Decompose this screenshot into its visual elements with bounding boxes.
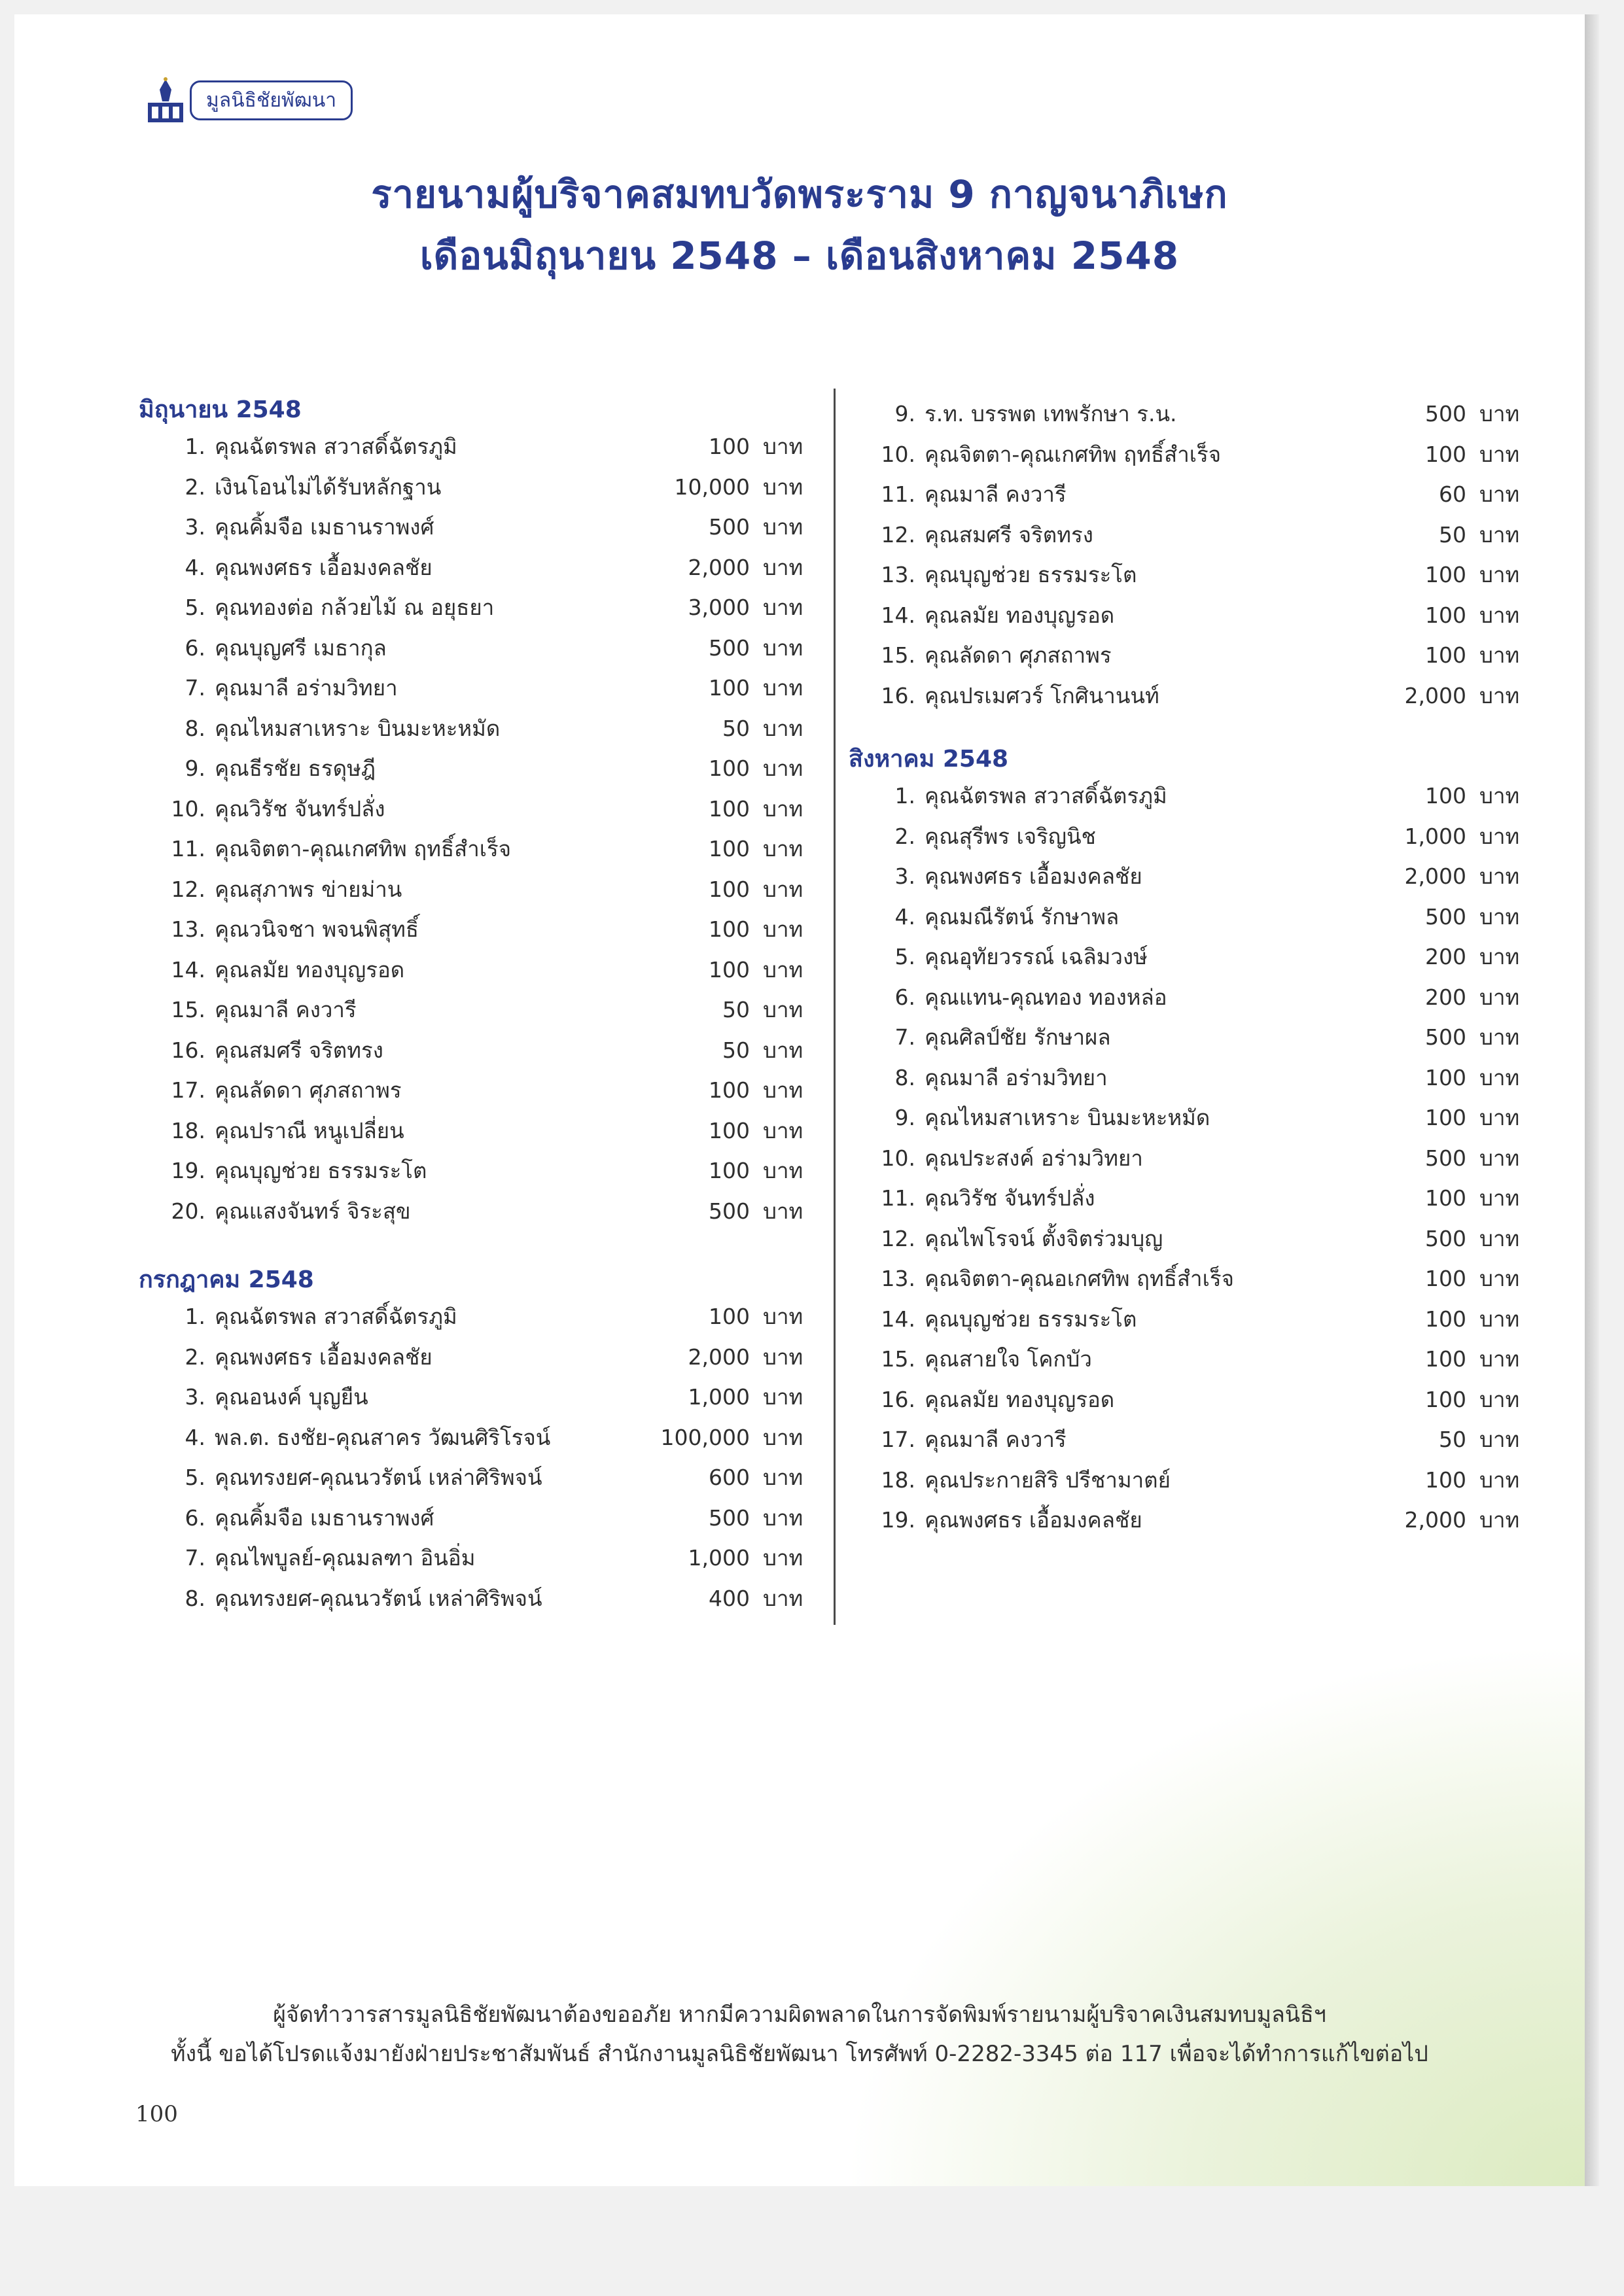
donor-name: คุณทรงยศ-คุณนวรัตน์ เหล่าศิริพจน์ [215,1465,542,1491]
donor-row [849,394,1542,434]
donor-number: 13. [171,916,205,943]
donation-amount: 200 [1425,944,1466,970]
left-column [139,394,826,1651]
donation-amount: 100 [709,434,750,460]
currency-unit: บาท [763,554,803,580]
currency-unit: บาท [1479,521,1520,548]
page-title: รายนามผู้บริจาคสมทบวัดพระราม 9 กาญจนาภิเษก [371,172,1228,217]
donor-row [849,816,1542,857]
currency-unit: บาท [1479,1024,1520,1051]
donation-amount: 100 [709,756,750,782]
donor-row [139,950,826,990]
donor-name: คุณมาลี คงวารี [215,997,357,1023]
july-section [139,1264,826,1618]
donor-row [139,1377,826,1418]
donor-name: คุณประกายสิริ ปรีชามาตย์ [925,1467,1171,1493]
donor-row [849,595,1542,636]
donor-number: 19. [881,1507,915,1533]
currency-unit: บาท [763,1585,803,1611]
donor-number: 12. [881,521,915,548]
donor-name: คุณฉัตรพล สวาสดิ์ฉัตรภูมิ [215,1304,457,1330]
donor-number: 5. [185,595,205,621]
donation-amount: 500 [1425,903,1466,930]
donation-amount: 100 [709,836,750,862]
donation-amount: 100 [1425,783,1466,809]
donor-number: 4. [185,1424,205,1450]
royal-emblem-icon [145,77,186,124]
donor-name: คุณพงศธร เอื้อมงคลชัย [925,863,1142,890]
donor-row [139,1538,826,1578]
donor-row [849,1380,1542,1420]
donation-amount: 100 [709,876,750,902]
donor-name: คุณสายใจ โคกบัว [925,1346,1092,1372]
donation-amount: 100 [1425,441,1466,467]
july-section-continued [849,394,1542,716]
donor-number: 2. [185,474,205,500]
donor-name: คุณวนิจชา พจนพิสุทธิ์ [215,916,419,943]
donor-row [849,474,1542,515]
donor-name: คุณคิ้มจือ เมธานราพงศ์ [215,1505,434,1531]
donor-row [139,789,826,829]
donor-row [849,1138,1542,1179]
currency-unit: บาท [1479,823,1520,849]
currency-unit: บาท [1479,1064,1520,1090]
donor-name: คุณจิตตา-คุณเกศทิพ ฤทธิ์สำเร็จ [215,836,512,862]
donation-amount: 500 [1425,401,1466,427]
donor-name: คุณไพบูลย์-คุณมลฑา อินอิ่ม [215,1545,476,1571]
donor-number: 17. [171,1077,205,1104]
donor-row [139,668,826,708]
donor-number: 3. [185,1384,205,1410]
donation-amount: 100 [709,1077,750,1104]
donor-row [849,1219,1542,1259]
donation-amount: 500 [709,1198,750,1224]
donation-amount: 600 [709,1465,750,1491]
donation-amount: 100 [1425,1185,1466,1211]
donor-number: 8. [894,1064,915,1090]
donor-row [849,776,1542,816]
donor-name: คุณทองต่อ กล้วยไม้ ณ อยุธยา [215,595,495,621]
donor-name: คุณบุญช่วย ธรรมระโต [925,1306,1137,1332]
donor-row [139,507,826,548]
donor-number: 7. [185,1545,205,1571]
currency-unit: บาท [1479,1266,1520,1292]
donor-name: คุณวิรัช จันทร์ปลั่ง [215,795,385,822]
donation-amount: 500 [1425,1145,1466,1171]
donor-row [139,548,826,588]
donor-row [139,1418,826,1458]
donor-name: คุณมาลี อร่ามวิทยา [925,1064,1108,1090]
donor-name: คุณปรเมศวร์ โกศินานนท์ [925,682,1159,708]
currency-unit: บาท [763,1465,803,1491]
donor-number: 2. [894,823,915,849]
donor-name: คุณลัดดา ศุภสถาพร [215,1077,402,1104]
donor-number: 16. [881,1386,915,1412]
donor-name: คุณมาลี อร่ามวิทยา [215,675,398,701]
donor-name: คุณลมัย ทองบุญรอด [925,602,1115,628]
donation-amount: 100 [1425,1467,1466,1493]
donation-amount: 100 [709,1117,750,1143]
donor-name: คุณมาลี คงวารี [925,1427,1067,1453]
donor-name: ร.ท. บรรพต เทพรักษา ร.น. [925,401,1177,427]
donor-row [849,555,1542,595]
donor-row [849,1017,1542,1058]
june-section [139,394,826,1231]
donor-row [849,1339,1542,1380]
donor-number: 8. [185,1585,205,1611]
donor-number: 10. [881,1145,915,1171]
currency-unit: บาท [763,1158,803,1184]
donation-amount: 50 [722,715,750,741]
currency-unit: บาท [763,997,803,1023]
donor-row [849,1098,1542,1138]
donation-amount: 100 [709,1158,750,1184]
donor-name: คุณมาลี คงวารี [925,481,1067,508]
donor-name: คุณไหมสาเหราะ บินมะหะหมัด [215,715,501,741]
donation-amount: 500 [709,514,750,540]
currency-unit: บาท [763,675,803,701]
donor-name: คุณลมัย ทองบุญรอด [925,1386,1115,1412]
donor-name: คุณอุทัยวรรณ์ เฉลิมวงษ์ [925,944,1148,970]
donor-row [139,587,826,628]
august-section [849,743,1542,1540]
donation-amount: 2,000 [688,554,750,580]
donor-number: 1. [185,1304,205,1330]
donor-row [849,676,1542,716]
donor-row [139,467,826,508]
donor-name: คุณแทน-คุณทอง ทองหล่อ [925,984,1167,1010]
donation-amount: 100 [709,675,750,701]
donor-number: 6. [894,984,915,1010]
page-edge-shadow [1585,14,1599,2186]
donor-name: คุณบุญช่วย ธรรมระโต [215,1158,427,1184]
right-column [849,394,1542,1573]
donor-name: คุณสมศรี จริตทรง [925,521,1093,548]
currency-unit: บาท [1479,401,1520,427]
donor-name: คุณพงศธร เอื้อมงคลชัย [215,554,432,580]
donor-name: เงินโอนไม่ได้รับหลักฐาน [215,474,442,500]
donor-name: พล.ต. ธงชัย-คุณสาคร วัฒนศิริโรจน์ [215,1424,551,1450]
donation-amount: 500 [1425,1024,1466,1051]
donor-name: คุณแสงจันทร์ จิระสุข [215,1198,411,1224]
donor-row [849,515,1542,555]
donor-name: คุณทรงยศ-คุณนวรัตน์ เหล่าศิริพจน์ [215,1585,542,1611]
donor-name: คุณจิตตา-คุณเกศทิพ ฤทธิ์สำเร็จ [925,441,1222,467]
donor-name: คุณไพโรจน์ ตั้งจิตร่วมบุญ [925,1225,1163,1251]
donor-name: คุณสุรีพร เจริญนิช [925,823,1096,849]
donor-row [139,1498,826,1539]
donor-row [849,635,1542,676]
foundation-logo [145,77,353,124]
donor-row [139,628,826,669]
donation-amount: 100 [709,956,750,983]
currency-unit: บาท [1479,602,1520,628]
donor-name: คุณไหมสาเหราะ บินมะหะหมัด [925,1105,1210,1131]
currency-unit: บาท [763,956,803,983]
donation-amount: 100 [1425,1386,1466,1412]
donation-amount: 1,000 [688,1384,750,1410]
currency-unit: บาท [763,756,803,782]
currency-unit: บาท [1479,682,1520,708]
donor-number: 3. [894,863,915,890]
donor-number: 14. [881,602,915,628]
donation-amount: 2,000 [1404,682,1466,708]
donation-amount: 100 [1425,1306,1466,1332]
currency-unit: บาท [763,514,803,540]
donor-number: 18. [171,1117,205,1143]
donor-row [139,1191,826,1232]
donor-number: 19. [171,1158,205,1184]
donor-name: คุณศิลป์ชัย รักษาผล [925,1024,1111,1051]
currency-unit: บาท [1479,984,1520,1010]
donor-row [849,977,1542,1018]
donation-amount: 100 [1425,1266,1466,1292]
donor-number: 15. [881,642,915,669]
donor-number: 7. [894,1024,915,1051]
currency-unit: บาท [1479,1306,1520,1332]
donation-amount: 1,000 [688,1545,750,1571]
donor-name: คุณมณีรัตน์ รักษาพล [925,903,1120,930]
currency-unit: บาท [763,876,803,902]
currency-unit: บาท [763,916,803,943]
donation-amount: 500 [1425,1225,1466,1251]
currency-unit: บาท [763,1344,803,1370]
donor-number: 9. [894,1105,915,1131]
donation-amount: 50 [722,1037,750,1063]
currency-unit: บาท [763,1117,803,1143]
footer-note-line2: ทั้งนี้ ขอได้โปรดแจ้งมายังฝ่ายประชาสัมพันธ์ สำนักงานมูลนิธิชัยพัฒนา โทรศัพท์ 0-2282-3345 ต่อ 117 เพื่อจะได้ทำการแก้ไขต่อไป [171,2041,1428,2067]
donor-number: 1. [894,783,915,809]
donor-name: คุณปราณี หนูเปลี่ยน [215,1117,404,1143]
currency-unit: บาท [763,1077,803,1104]
donor-number: 12. [881,1225,915,1251]
donor-number: 7. [185,675,205,701]
donor-number: 6. [185,635,205,661]
donor-row [139,1457,826,1498]
donor-number: 6. [185,1505,205,1531]
donor-number: 11. [881,481,915,508]
donor-row [849,856,1542,897]
donation-amount: 500 [709,635,750,661]
donor-row [849,897,1542,937]
currency-unit: บาท [1479,944,1520,970]
donor-row [139,1578,826,1619]
donor-row [139,1337,826,1378]
donor-row [849,937,1542,977]
donor-number: 20. [171,1198,205,1224]
donation-amount: 500 [709,1505,750,1531]
donor-row [849,1299,1542,1340]
donor-row [849,1178,1542,1219]
currency-unit: บาท [1479,1427,1520,1453]
section-heading: สิงหาคม 2548 [849,746,1009,773]
donation-amount: 2,000 [1404,863,1466,890]
donation-amount: 10,000 [674,474,750,500]
donor-name: คุณสมศรี จริตทรง [215,1037,383,1063]
currency-unit: บาท [763,836,803,862]
column-divider [834,389,836,1625]
donor-row [849,1460,1542,1501]
donor-row [139,1111,826,1151]
donor-number: 11. [881,1185,915,1211]
currency-unit: บาท [1479,1105,1520,1131]
currency-unit: บาท [763,1198,803,1224]
page-number: 100 [135,2101,178,2127]
currency-unit: บาท [763,1037,803,1063]
donor-name: คุณอนงค์ บุญยืน [215,1384,368,1410]
currency-unit: บาท [1479,1467,1520,1493]
donation-amount: 100 [1425,1064,1466,1090]
donor-row [139,829,826,869]
donor-row [139,1030,826,1071]
donor-number: 9. [894,401,915,427]
currency-unit: บาท [763,474,803,500]
section-heading: มิถุนายน 2548 [139,396,302,423]
donor-name: คุณฉัตรพล สวาสดิ์ฉัตรภูมิ [925,783,1167,809]
page-sheet [14,14,1585,2186]
donor-number: 18. [881,1467,915,1493]
donation-amount: 100 [1425,1346,1466,1372]
currency-unit: บาท [763,1424,803,1450]
page-subtitle: เดือนมิถุนายน 2548 – เดือนสิงหาคม 2548 [419,234,1180,278]
currency-unit: บาท [763,434,803,460]
donor-number: 17. [881,1427,915,1453]
footer-note-line1: ผู้จัดทำวารสารมูลนิธิชัยพัฒนาต้องขออภัย หากมีความผิดพลาดในการจัดพิมพ์รายนามผู้บริจาคเงินสมทบมูลนิธิฯ [273,2002,1326,2028]
donation-amount: 2,000 [1404,1507,1466,1533]
currency-unit: บาท [763,1545,803,1571]
donor-name: คุณธีรชัย ธรดุษฎี [215,756,376,782]
donor-row [139,990,826,1030]
donor-row [849,1259,1542,1299]
currency-unit: บาท [1479,1145,1520,1171]
donor-number: 12. [171,876,205,902]
donor-name: คุณสุภาพร ข่ายม่าน [215,876,402,902]
currency-unit: บาท [1479,1185,1520,1211]
donation-amount: 60 [1439,481,1466,508]
donor-row [849,434,1542,475]
currency-unit: บาท [1479,1507,1520,1533]
donor-number: 4. [185,554,205,580]
section-heading: กรกฎาคม 2548 [139,1266,314,1293]
currency-unit: บาท [763,795,803,822]
currency-unit: บาท [763,1384,803,1410]
currency-unit: บาท [1479,562,1520,588]
donor-row [849,1419,1542,1460]
donation-amount: 100 [709,795,750,822]
donor-number: 4. [894,903,915,930]
donor-row [139,748,826,789]
currency-unit: บาท [1479,1225,1520,1251]
donation-amount: 400 [709,1585,750,1611]
currency-unit: บาท [1479,1386,1520,1412]
donation-amount: 3,000 [688,595,750,621]
donor-number: 2. [185,1344,205,1370]
donor-row [139,1070,826,1111]
donor-name: คุณพงศธร เอื้อมงคลชัย [925,1507,1142,1533]
donor-name: คุณวิรัช จันทร์ปลั่ง [925,1185,1095,1211]
donation-amount: 100 [1425,642,1466,669]
donor-name: คุณบุญช่วย ธรรมระโต [925,562,1137,588]
donor-number: 16. [881,682,915,708]
donation-amount: 2,000 [688,1344,750,1370]
donor-row [139,1296,826,1337]
donor-row [849,1058,1542,1098]
donation-amount: 100 [1425,1105,1466,1131]
currency-unit: บาท [763,715,803,741]
currency-unit: บาท [1479,1346,1520,1372]
donor-row [139,1151,826,1191]
donor-number: 10. [881,441,915,467]
donor-number: 13. [881,1266,915,1292]
donor-number: 3. [185,514,205,540]
donor-number: 15. [881,1346,915,1372]
logo-name: มูลนิธิชัยพัฒนา [190,80,353,120]
donor-number: 16. [171,1037,205,1063]
donor-number: 5. [185,1465,205,1491]
currency-unit: บาท [1479,481,1520,508]
donor-row [139,708,826,749]
currency-unit: บาท [763,635,803,661]
currency-unit: บาท [1479,863,1520,890]
donor-number: 14. [881,1306,915,1332]
donation-amount: 100 [709,1304,750,1330]
donor-number: 9. [185,756,205,782]
donor-name: คุณจิตตา-คุณอเกศทิพ ฤทธิ์สำเร็จ [925,1266,1234,1292]
donor-name: คุณลมัย ทองบุญรอด [215,956,405,983]
donor-name: คุณพงศธร เอื้อมงคลชัย [215,1344,432,1370]
donation-amount: 100 [709,916,750,943]
donation-amount: 100 [1425,602,1466,628]
currency-unit: บาท [763,1304,803,1330]
donor-row [139,426,826,467]
donation-amount: 200 [1425,984,1466,1010]
donor-number: 11. [171,836,205,862]
donation-amount: 100 [1425,562,1466,588]
donation-amount: 50 [722,997,750,1023]
currency-unit: บาท [1479,783,1520,809]
donor-name: คุณประสงค์ อร่ามวิทยา [925,1145,1143,1171]
donor-number: 1. [185,434,205,460]
donor-number: 13. [881,562,915,588]
donor-name: คุณลัดดา ศุภสถาพร [925,642,1112,669]
donor-number: 15. [171,997,205,1023]
donor-name: คุณคิ้มจือ เมธานราพงศ์ [215,514,434,540]
donor-row [139,909,826,950]
donor-name: คุณบุญศรี เมธากุล [215,635,387,661]
donation-amount: 100,000 [660,1424,750,1450]
donor-number: 5. [894,944,915,970]
currency-unit: บาท [763,595,803,621]
currency-unit: บาท [763,1505,803,1531]
donor-row [139,869,826,910]
donation-amount: 1,000 [1404,823,1466,849]
donor-name: คุณฉัตรพล สวาสดิ์ฉัตรภูมิ [215,434,457,460]
donor-number: 14. [171,956,205,983]
donor-number: 8. [185,715,205,741]
donor-row [849,1500,1542,1540]
donor-number: 10. [171,795,205,822]
currency-unit: บาท [1479,642,1520,669]
currency-unit: บาท [1479,903,1520,930]
donation-amount: 50 [1439,1427,1466,1453]
donation-amount: 50 [1439,521,1466,548]
currency-unit: บาท [1479,441,1520,467]
